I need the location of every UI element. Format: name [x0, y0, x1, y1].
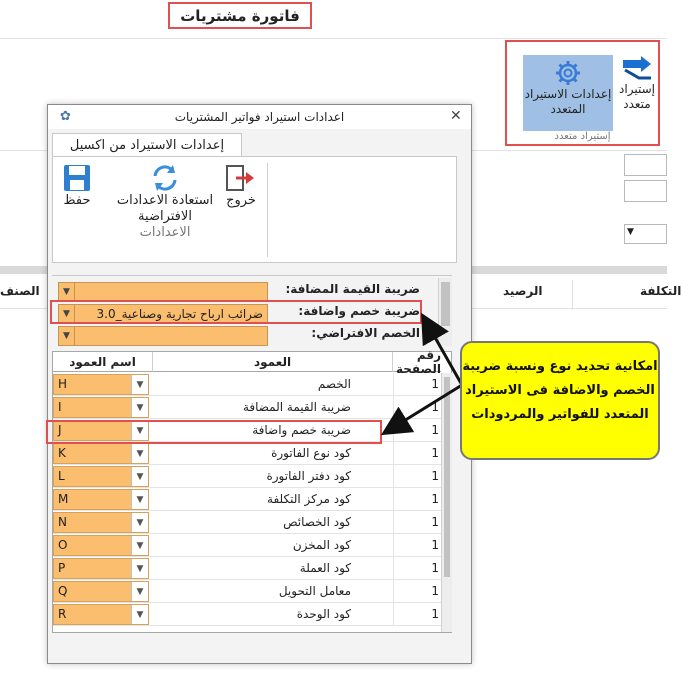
page-number: 1 [393, 557, 441, 580]
page-number: 1 [393, 511, 441, 534]
chevron-down-icon: ▼ [131, 375, 148, 394]
page-number: 1 [393, 488, 441, 511]
column-code: J [58, 423, 62, 437]
page-number: 1 [393, 603, 441, 626]
window-title-text: فاتورة مشتريات [180, 6, 300, 25]
bg-col-item: الصنف [0, 284, 40, 298]
multi-import-settings-label: إعدادات الاستيراد المتعدد [524, 87, 612, 116]
column-code: Q [58, 584, 68, 598]
bg-col-balance: الرصيد [503, 284, 543, 298]
column-code: R [58, 607, 67, 621]
column-name: ضريبة القيمة المضافة [242, 400, 351, 414]
column-name: كود الوحدة [296, 607, 351, 621]
chevron-down-icon: ▼ [131, 490, 148, 509]
page-number: 1 [393, 419, 441, 442]
header-column[interactable]: العمود [153, 352, 393, 372]
page-number: 1 [393, 580, 441, 603]
toolbar-group-label: الاعدادات [139, 225, 191, 240]
page-number: 1 [393, 373, 441, 396]
multi-import-label: إستيراد متعدد [619, 82, 655, 111]
chevron-down-icon: ▼ [131, 421, 148, 440]
chevron-down-icon: ▼ [131, 513, 148, 532]
chevron-down-icon: ▼ [59, 283, 75, 301]
callout-text: امكانية تحديد نوع ونسبة ضريبة الخصم والاضافة فى الاستيراد المتعدد للفواتير والمردودات [462, 359, 658, 422]
page-number: 1 [393, 442, 441, 465]
chevron-down-icon: ▼ [131, 536, 148, 555]
bg-col-cost: التكلفة [640, 284, 681, 298]
exit-label: خروج [226, 193, 256, 208]
arrow-to-grid-row [386, 385, 462, 432]
arrow-to-combo [424, 318, 462, 385]
save-label: حفظ [63, 193, 91, 208]
chevron-down-icon: ▼ [131, 398, 148, 417]
discount-tax-label: ضريبة خصم واضافة: [298, 304, 420, 318]
app-icon: ✿ [60, 109, 71, 124]
column-name: كود الخصائص [283, 515, 351, 529]
page-number: 1 [393, 396, 441, 419]
chevron-down-icon: ▼ [131, 559, 148, 578]
chevron-down-icon: ▼ [59, 327, 75, 345]
close-icon[interactable]: ✕ [450, 108, 462, 124]
chevron-down-icon: ▼ [131, 582, 148, 601]
chevron-down-icon: ▼ [59, 305, 75, 323]
chevron-down-icon: ▼ [627, 227, 634, 237]
column-code: M [58, 492, 69, 506]
column-code: O [58, 538, 68, 552]
chevron-down-icon: ▼ [131, 605, 148, 624]
header-page-number[interactable]: رقم الصفحة [393, 352, 441, 372]
column-code: P [58, 561, 66, 575]
page-number: 1 [393, 465, 441, 488]
column-code: H [58, 377, 68, 391]
tab-label: إعدادات الاستيراد من اكسيل [69, 138, 225, 153]
page-number: 1 [393, 534, 441, 557]
column-name: معامل التحويل [278, 584, 351, 598]
column-name: كود العملة [299, 561, 351, 575]
column-code: I [58, 400, 62, 414]
ribbon-group-label: إستيراد متعدد [554, 131, 611, 142]
feature-callout [460, 341, 660, 460]
header-column-name[interactable]: اسم العمود [53, 352, 153, 372]
column-name: كود مركز التكلفة [267, 492, 351, 506]
column-name: الخصم [317, 377, 351, 391]
column-name: كود نوع الفاتورة [271, 446, 351, 460]
column-name: كود دفتر الفاتورة [266, 469, 351, 483]
chevron-down-icon: ▼ [131, 467, 148, 486]
column-code: N [58, 515, 67, 529]
vat-label: ضريبة القيمة المضافة: [285, 282, 420, 296]
column-code: K [58, 446, 66, 460]
default-discount-label: الخصم الافتراضي: [311, 326, 420, 340]
chevron-down-icon: ▼ [131, 444, 148, 463]
column-name: كود المخزن [292, 538, 351, 552]
discount-tax-value: ضرائب ارباح تجارية وصناعية_3.0 [96, 307, 263, 321]
column-code: L [58, 469, 65, 483]
restore-defaults-label: استعادة الاعدادات الافتراضية [116, 193, 214, 224]
dialog-title: اعدادات استيراد فواتير المشتريات [174, 110, 345, 124]
column-name: ضريبة خصم واضافة [252, 423, 351, 437]
